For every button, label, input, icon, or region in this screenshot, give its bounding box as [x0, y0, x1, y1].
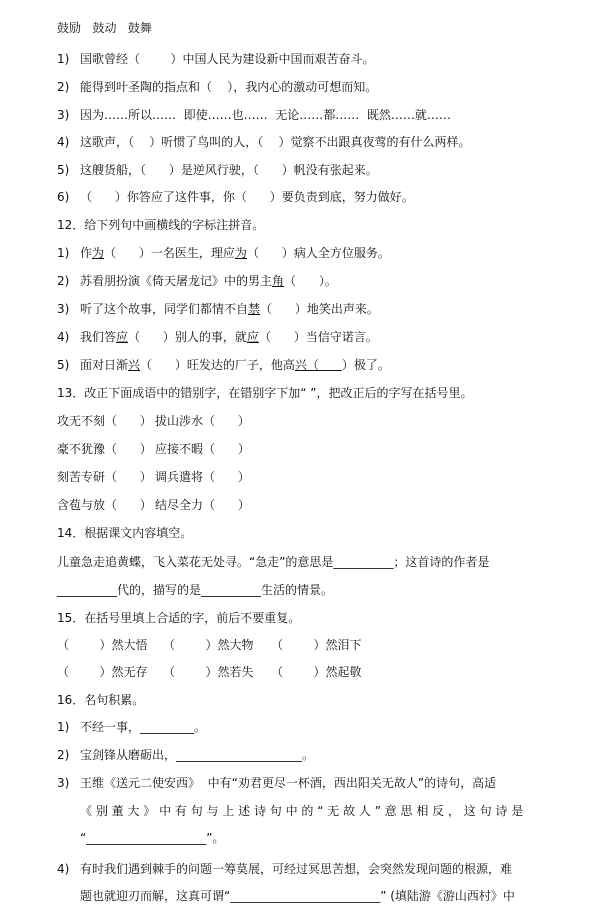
q11-item-4: 这歌声，（ ）听惯了鸟叫的人，（ ）觉察不出跟真夜莺的有什么两样。 [80, 135, 471, 149]
item-number: 2) [57, 80, 70, 94]
underlined-char: 角 [272, 274, 285, 288]
q14-line-1: 儿童急走追黄蝶，飞入菜花无处寻。“急走”的意思是__________；这首诗的作者是 [57, 555, 490, 569]
underlined-char: 兴（ [294, 358, 342, 372]
item-number: 2) [57, 274, 70, 288]
fill-item: （ ）然大物 [163, 638, 254, 652]
q16-item-3-line-2: 《 别 董 大 》 中 有 句 与 上 述 诗 句 中 的 “ 无 故 人 ” 意 思 相 反 ， 这 句 诗 是 [80, 804, 524, 818]
item-number: 5) [57, 358, 70, 372]
item-number: 4) [57, 862, 70, 876]
q11-item-5: 这艘货船，（ ）是逆风行驶，（ ）帆没有张起来。 [80, 163, 378, 177]
fill-item: （ ）然若失 [163, 665, 254, 679]
q16-item-2: 宝剑锋从磨砺出，_____________________。 [80, 748, 315, 762]
fill-item: （ ）然无存 [57, 665, 148, 679]
item-number: 1) [57, 246, 70, 260]
item-number: 2) [57, 748, 70, 762]
q12-item-5: 面对日渐兴（ ）旺发达的厂子，他高兴（ ）极了。 [80, 358, 390, 372]
q13-title: 13．改正下面成语中的错别字，在错别字下加“ ”，把改正后的字写在括号里。 [57, 386, 473, 400]
q12-item-3: 听了这个故事，同学们都情不自禁（ ）地笑出声来。 [80, 302, 379, 316]
q14-title: 14．根据课文内容填空。 [57, 526, 193, 540]
q16-item-4-line-2: 题也就迎刃而解，这真可谓“_________________________” (填陆游《游山西村》中 [80, 889, 515, 903]
fill-item: （ ）然泪下 [271, 638, 362, 652]
idiom-item: 调兵遣将（ ） [155, 470, 250, 484]
q11-item-3: 因为……所以…… 即使……也…… 无论……都…… 既然……就…… [80, 108, 451, 122]
item-number: 4) [57, 330, 70, 344]
item-number: 1) [57, 52, 70, 66]
q11-item-2: 能得到叶圣陶的指点和（ ），我内心的激动可想而知。 [80, 80, 378, 94]
q12-title: 12．给下列句中画横线的字标注拼音。 [57, 218, 265, 232]
word-choices: 鼓励 鼓动 鼓舞 [57, 21, 152, 35]
q11-item-1: 国歌曾经（ ）中国人民为建设新中国而艰苦奋斗。 [80, 52, 375, 66]
idiom-item: 结尽全力（ ） [155, 498, 250, 512]
idiom-item: 豪不犹豫（ ） [57, 442, 152, 456]
underlined-char: 应 [116, 330, 129, 344]
item-number: 3) [57, 108, 70, 122]
underlined-char: 为 [234, 246, 247, 260]
idiom-item: 应接不暇（ ） [155, 442, 250, 456]
item-number: 3) [57, 302, 70, 316]
q16-title: 16．名句积累。 [57, 693, 145, 707]
underlined-char: 兴 [128, 358, 141, 372]
q16-item-3-line-3: “____________________”。 [80, 831, 225, 845]
item-number: 3) [57, 776, 70, 790]
q14-line-2: __________代的，描写的是__________生活的情景。 [57, 583, 334, 597]
underlined-char: 禁 [248, 302, 261, 316]
idiom-item: 刻苦专研（ ） [57, 470, 152, 484]
underlined-char: 应 [246, 330, 259, 344]
item-number: 5) [57, 163, 70, 177]
q12-item-1: 作为（ ）一名医生，理应为（ ）病人全方位服务。 [80, 246, 390, 260]
item-number: 4) [57, 135, 70, 149]
q16-item-1: 不经一事，_________。 [80, 720, 207, 734]
q16-item-3-line-1: 王维《送元二使安西》 中有“劝君更尽一杯酒，西出阳关无故人”的诗句，高适 [80, 776, 497, 790]
idiom-item: 攻无不刻（ ） [57, 414, 152, 428]
q16-item-4-line-1: 有时我们遇到棘手的问题一筹莫展，可经过冥思苦想，会突然发现问题的根源，难 [80, 862, 513, 876]
item-number: 1) [57, 720, 70, 734]
fill-item: （ ）然起敬 [271, 665, 362, 679]
fill-item: （ ）然大悟 [57, 638, 148, 652]
item-number: 6) [57, 190, 70, 204]
idiom-item: 含苞与放（ ） [57, 498, 152, 512]
underlined-char: 为 [92, 246, 105, 260]
q12-item-2: 苏看朋扮演《倚天屠龙记》中的男主角（ ）。 [80, 274, 337, 288]
q15-title: 15．在括号里填上合适的字，前后不要重复。 [57, 611, 301, 625]
idiom-item: 拔山涉水（ ） [155, 414, 250, 428]
q12-item-4: 我们答应（ ）别人的事，就应（ ）当信守诺言。 [80, 330, 378, 344]
q11-item-6: （ ）你答应了这件事，你（ ）要负责到底，努力做好。 [80, 190, 414, 204]
